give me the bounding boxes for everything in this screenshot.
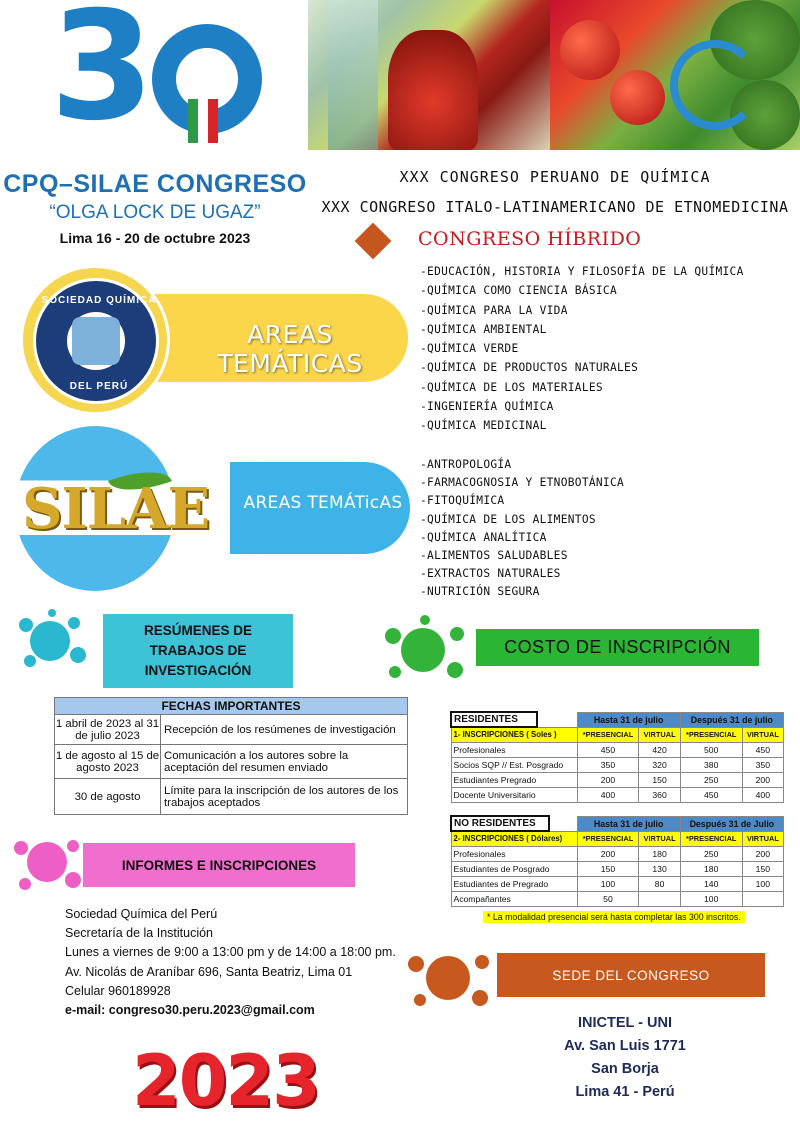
- abstracts-line-1: RESÚMENES DE: [143, 623, 253, 638]
- list-item: -QUÍMICA MEDICINAL: [420, 419, 547, 433]
- period-header: Hasta 31 de julio: [577, 712, 680, 727]
- list-item: -QUÍMICA PARA LA VIDA: [420, 303, 568, 317]
- abstracts-line-3: INVESTIGACIÓN: [144, 663, 252, 678]
- list-item: -QUÍMICA DE LOS ALIMENTOS: [420, 512, 596, 526]
- diamond-bullet-icon: [355, 223, 392, 260]
- orange-splash-icon: [398, 938, 496, 1016]
- column-header: *PRESENCIAL: [680, 727, 742, 742]
- list-item: -FITOQUÍMICA: [420, 494, 505, 508]
- cyan-splash-icon: [8, 605, 88, 675]
- logo-number: 3: [50, 0, 149, 154]
- contact-line: Av. Nicolás de Araníbar 696, Santa Beatriz, Lima 01: [65, 964, 353, 979]
- silae-logo: SILAE: [22, 476, 210, 542]
- list-item: -QUÍMICA AMBIENTAL: [420, 322, 547, 336]
- residents-label: RESIDENTES: [451, 712, 537, 727]
- residents-fee-table: [450, 711, 784, 803]
- sqp-areas-list: [420, 262, 744, 436]
- abstracts-line-2: TRABAJOS DE: [149, 643, 247, 658]
- info-registration-banner: INFORMES E INSCRIPCIONES: [83, 843, 355, 887]
- abstracts-banner: [103, 614, 293, 688]
- congress-name: CPQ–SILAE CONGRESO: [3, 170, 307, 198]
- lab-glassware-photo: [308, 0, 550, 150]
- section-header: 1- INSCRIPCIONES ( Soles ): [451, 727, 577, 742]
- green-splash-icon: [375, 612, 470, 687]
- column-header: VIRTUAL: [639, 831, 680, 846]
- venue-line: Lima 41 - Perú: [575, 1084, 675, 1100]
- congress-dates: Lima 16 - 20 de octubre 2023: [59, 230, 251, 246]
- column-header: *PRESENCIAL: [577, 831, 639, 846]
- list-item: -EDUCACIÓN, HISTORIA Y FILOSOFÍA DE LA QUÍMICA: [420, 265, 744, 278]
- silae-areas-list: [420, 456, 624, 602]
- venue-line: INICTEL - UNI: [578, 1015, 672, 1031]
- presential-note: * La modalidad presencial será hasta completar las 300 inscritos.: [483, 911, 745, 923]
- contact-line: Lunes a viernes de 9:00 a 13:00 pm y de 14:00 a 18:00 pm.: [65, 945, 396, 960]
- list-item: -QUÍMICA ANALÍTICA: [420, 530, 547, 544]
- hybrid-label: CONGRESO HÍBRIDO: [418, 228, 642, 250]
- silae-areas-title: AREAS TEMÁTicAS: [243, 493, 403, 513]
- congress-title-1: XXX CONGRESO PERUANO DE QUÍMICA: [399, 168, 711, 186]
- contact-line: Secretaría de la Institución: [65, 926, 213, 941]
- list-item: -QUÍMICA COMO CIENCIA BÁSICA: [420, 284, 617, 298]
- table-row: 30 de agosto Límite para la inscripción de los autores de los trabajos aceptados: [55, 779, 408, 815]
- list-item: -QUÍMICA VERDE: [420, 342, 519, 356]
- sqp-logo-top-text: SOCIEDAD QUÍMICA: [41, 295, 157, 306]
- table-row: 1 de agosto al 15 de agosto 2023 Comunicación a los autores sobre la aceptación del resumen enviado: [55, 745, 408, 779]
- contact-line: Celular 960189928: [65, 983, 171, 998]
- period-header: Después 31 de julio: [680, 712, 783, 727]
- list-item: -INGENIERÍA QUÍMICA: [420, 400, 554, 414]
- section-header: 2- INSCRIPCIONES ( Dólares): [451, 831, 577, 846]
- registration-cost-banner: COSTO DE INSCRIPCIÓN: [476, 629, 759, 666]
- table-row: Estudiantes de Pregrado 100 80 140 100: [451, 876, 784, 891]
- table-row: Docente Universitario 400 360 450 400: [451, 787, 784, 802]
- year-2023-balloons: 2023: [132, 1040, 319, 1122]
- table-row: Profesionales 200 180 250 200: [451, 846, 784, 861]
- list-item: -QUÍMICA DE LOS MATERIALES: [420, 380, 603, 394]
- column-header: VIRTUAL: [742, 831, 783, 846]
- venue-line: San Borja: [591, 1061, 659, 1077]
- list-item: -ANTROPOLOGÍA: [420, 458, 512, 471]
- list-item: -ALIMENTOS SALUDABLES: [420, 549, 568, 563]
- period-header: Después 31 de Julio: [680, 816, 783, 831]
- table-row: Profesionales 450 420 500 450: [451, 742, 784, 757]
- congress-30-logo: [40, 0, 270, 154]
- column-header: *PRESENCIAL: [577, 727, 639, 742]
- congress-title-2: XXX CONGRESO ITALO-LATINAMERICANO DE ETNOMEDICINA: [321, 198, 789, 216]
- vegetables-stethoscope-photo: [550, 0, 800, 150]
- italy-flag-icon: [188, 99, 218, 143]
- sqp-logo-bottom-text: DEL PERÚ: [69, 381, 129, 392]
- contact-line: Sociedad Química del Perú: [65, 907, 218, 921]
- venue-line: Av. San Luis 1771: [564, 1038, 686, 1054]
- sqp-logo: [20, 265, 170, 415]
- list-item: -EXTRACTOS NATURALES: [420, 567, 561, 581]
- table-row: Acompañantes 50 100: [451, 891, 784, 906]
- sqp-areas-title: AREAS TEMÁTICAS: [217, 320, 363, 378]
- table-row: Estudiantes de Posgrado 150 130 180 150: [451, 861, 784, 876]
- contact-info: [65, 905, 396, 1020]
- non-residents-label: NO RESIDENTES: [451, 816, 549, 831]
- important-dates-table: [54, 697, 408, 815]
- venue-banner: SEDE DEL CONGRESO: [497, 953, 765, 997]
- list-item: -NUTRICIÓN SEGURA: [420, 585, 540, 599]
- table-row: 1 abril de 2023 al 31 de julio 2023 Recepción de los resúmenes de investigación: [55, 715, 408, 745]
- column-header: VIRTUAL: [742, 727, 783, 742]
- venue-address: [520, 1012, 730, 1104]
- column-header: *PRESENCIAL: [680, 831, 742, 846]
- column-header: VIRTUAL: [639, 727, 680, 742]
- pink-splash-icon: [5, 826, 85, 896]
- dates-table-header: FECHAS IMPORTANTES: [55, 698, 408, 715]
- contact-email[interactable]: e-mail: congreso30.peru.2023@gmail.com: [65, 1003, 315, 1018]
- honoree-name: “OLGA LOCK DE UGAZ”: [49, 202, 261, 223]
- list-item: -FARMACOGNOSIA Y ETNOBOTÁNICA: [420, 476, 625, 490]
- list-item: -QUÍMICA DE PRODUCTOS NATURALES: [420, 361, 639, 375]
- period-header: Hasta 31 de julio: [577, 816, 680, 831]
- table-row: Estudiantes Pregrado 200 150 250 200: [451, 772, 784, 787]
- table-row: Socios SQP // Est. Posgrado 350 320 380 350: [451, 757, 784, 772]
- non-residents-fee-table: [450, 815, 784, 907]
